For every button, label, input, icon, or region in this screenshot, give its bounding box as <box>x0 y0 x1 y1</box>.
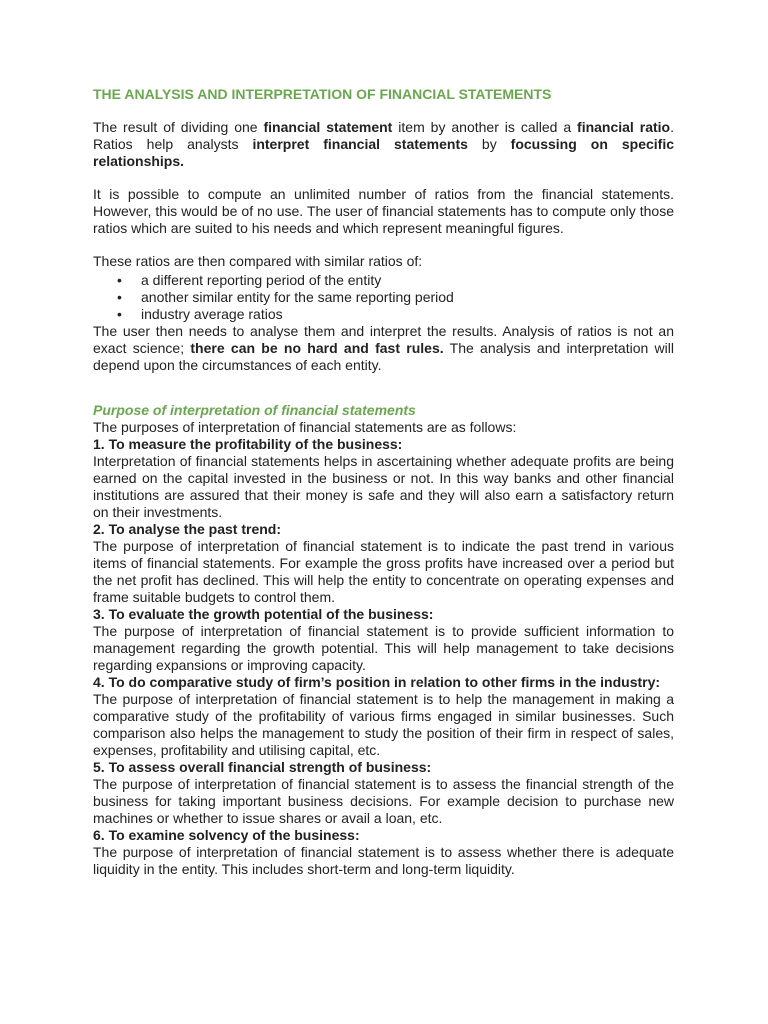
purpose-item-1-heading: 1. To measure the profitability of the business: <box>93 436 403 452</box>
list-item-text: another similar entity for the same reporting period <box>141 289 454 305</box>
intro-bold-4: focussing on specific relationships. <box>93 136 674 169</box>
document-title: THE ANALYSIS AND INTERPRETATION OF FINANCIAL STATEMENTS <box>93 86 552 102</box>
intro-text-1: The result of dividing one <box>93 119 264 135</box>
analysis-text-1: The user then needs to analyse them and interpret the results. Analysis of ratios is not an exact science; <box>93 323 674 356</box>
comparison-list <box>93 272 674 323</box>
purpose-item-4-heading: 4. To do comparative study of firm’s position in relation to other firms in the industry: <box>93 674 661 690</box>
purpose-heading: Purpose of interpretation of financial statements <box>93 402 416 418</box>
purpose-item-4-body: The purpose of interpretation of financial statement is to help the management in making a comparative study of the profitability of various firms engaged in similar businesses. Such comparison also helps the management to study the position of their firm in respect of sales, expenses, profitability and utilising capital, etc. <box>93 691 674 758</box>
purpose-item-2-body: The purpose of interpretation of financial statement is to indicate the past trend in various items of financial statements. For example the gross profits have increased over a period but the net profit has declined. This will help the entity to concentrate on operating expenses and frame suitable budgets to control them. <box>93 538 674 605</box>
purpose-lead: The purposes of interpretation of financial statements are as follows: <box>93 419 517 435</box>
purpose-item-5-body: The purpose of interpretation of financial statement is to assess the financial strength of the business for taking important business decisions. For example decision to purchase new machines or whether to issue shares or avail a loan, etc. <box>93 776 674 826</box>
bullet-icon: • <box>117 272 122 288</box>
intro-bold-1: financial statement <box>263 119 393 135</box>
bullet-icon: • <box>117 289 122 305</box>
list-item <box>117 272 674 289</box>
purpose-item-2-heading: 2. To analyse the past trend: <box>93 521 282 537</box>
list-item <box>117 289 674 306</box>
purpose-item-3-body: The purpose of interpretation of financial statement is to provide sufficient information to management regarding the growth potential. This will help management to take decisions regarding expansions or improving capacity. <box>93 623 674 673</box>
intro-bold-3: interpret financial statements <box>252 136 468 152</box>
ratios-paragraph: It is possible to compute an unlimited number of ratios from the financial statements. However, this would be of no use. The user of financial statements has to compute only those ratios which are suited to his needs and which represent meaningful figures. <box>93 186 674 236</box>
intro-text-4: by <box>467 136 511 152</box>
intro-bold-2: financial ratio <box>577 119 671 135</box>
purpose-item-5-heading: 5. To assess overall financial strength of business: <box>93 759 432 775</box>
analysis-text-2: The analysis and interpretation will depend upon the circumstances of each entity. <box>93 340 674 373</box>
intro-paragraph <box>93 119 674 170</box>
purpose-item-1-body: Interpretation of financial statements helps in ascertaining whether adequate profits are being earned on the capital invested in the business or not. In this way banks and other financial institutions are assured that their money is safe and they will also earn a satisfactory return on their investments. <box>93 453 674 520</box>
purpose-item-3-heading: 3. To evaluate the growth potential of the business: <box>93 606 434 622</box>
purpose-item-6-body: The purpose of interpretation of financial statement is to assess whether there is adequate liquidity in the entity. This includes short-term and long-term liquidity. <box>93 844 674 877</box>
purpose-item-6-heading: 6. To examine solvency of the business: <box>93 827 360 843</box>
list-item <box>117 306 674 323</box>
analysis-bold: there can be no hard and fast rules. <box>190 340 444 356</box>
document-page <box>93 86 674 878</box>
analysis-paragraph <box>93 323 674 374</box>
bullet-icon: • <box>117 306 122 322</box>
list-item-text: industry average ratios <box>141 306 283 322</box>
comparison-lead: These ratios are then compared with similar ratios of: <box>93 253 423 269</box>
intro-text-3: . Ratios help analysts <box>93 119 674 152</box>
list-item-text: a different reporting period of the entity <box>141 272 382 288</box>
intro-text-2: item by another is called a <box>392 119 578 135</box>
